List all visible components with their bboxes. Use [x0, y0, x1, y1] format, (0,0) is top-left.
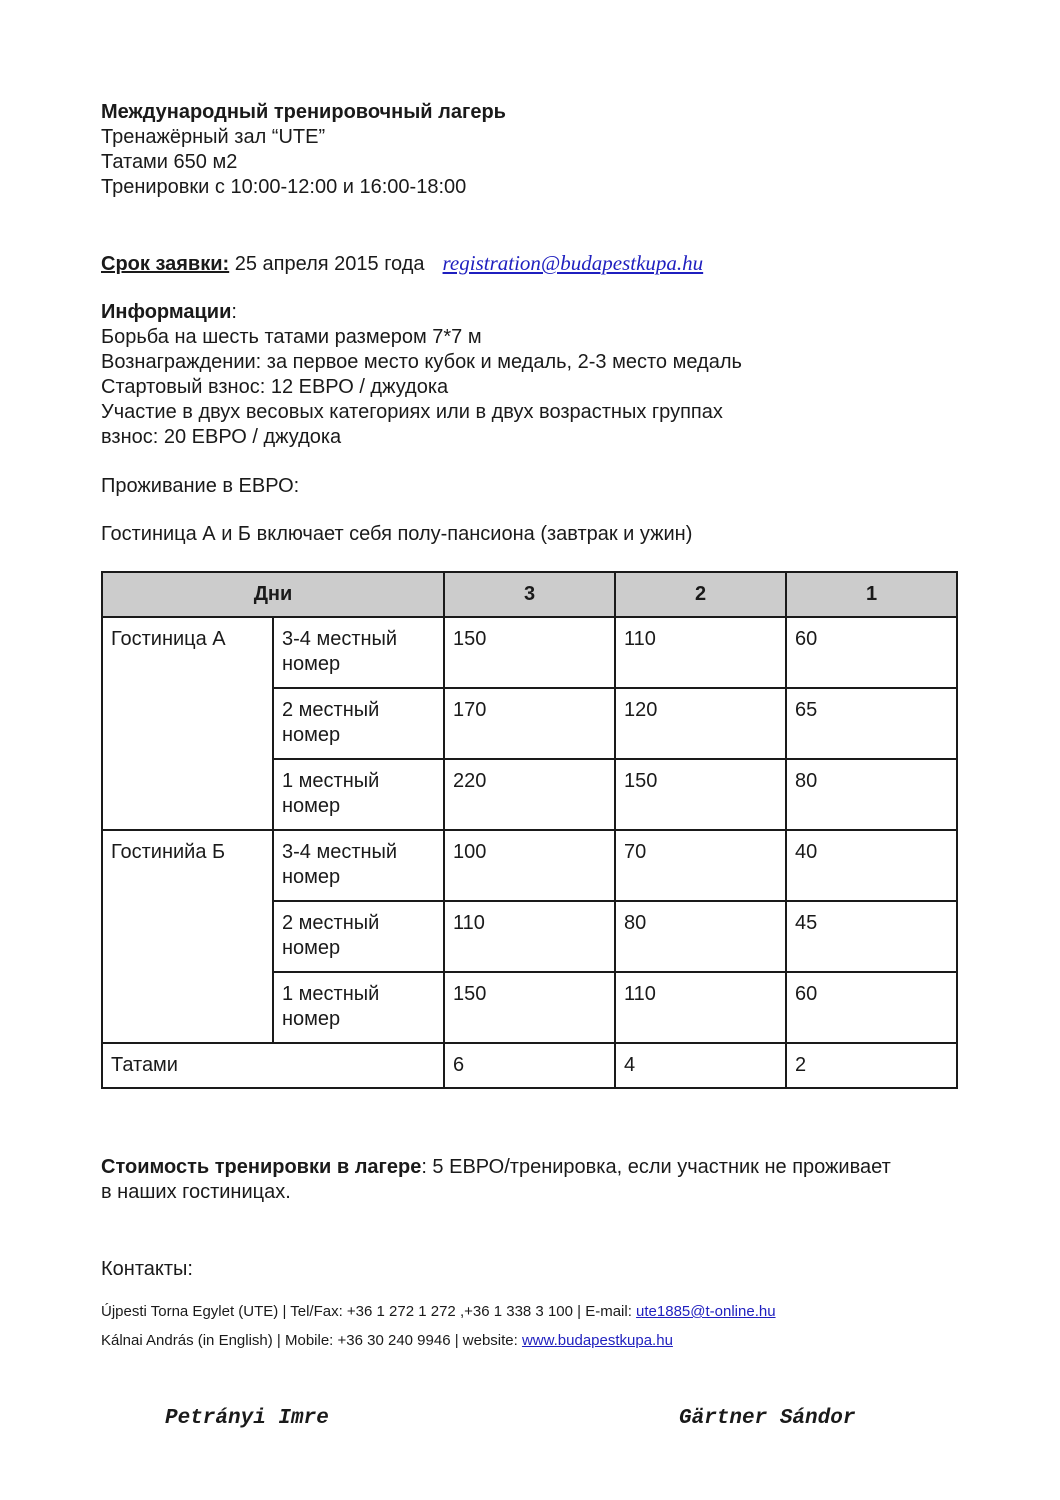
tatami-area: Татами 650 м2 — [101, 151, 238, 173]
price-cell: 150 — [444, 617, 615, 688]
training-cost-text: : 5 ЕВРО/тренировка, если участник не проживает — [421, 1156, 891, 1178]
info-block — [101, 300, 961, 450]
room-type-cell: 3-4 местный номер — [273, 617, 444, 688]
price-cell: 120 — [615, 688, 786, 759]
room-type-cell: 3-4 местный номер — [273, 830, 444, 901]
tatami-cell: 4 — [615, 1043, 786, 1088]
contact-text: Újpesti Torna Egylet (UTE) | Tel/Fax: +36 1 272 1 272 ,+36 1 338 3 100 | E-mail: — [101, 1303, 637, 1320]
price-cell: 65 — [786, 688, 957, 759]
hotel-name-cell: Гостинийа Б — [102, 830, 273, 1043]
hall-name: Тренажёрный зал “UTE” — [101, 126, 326, 148]
contact-line-english — [101, 1331, 961, 1351]
info-colon: : — [231, 301, 237, 323]
room-type-cell: 2 местный номер — [273, 688, 444, 759]
price-cell: 110 — [615, 972, 786, 1043]
price-cell: 40 — [786, 830, 957, 901]
training-cost-block — [101, 1155, 961, 1205]
table-header-row — [102, 572, 957, 617]
info-label: Информации — [101, 301, 232, 323]
price-cell: 60 — [786, 617, 957, 688]
info-line: взнос: 20 ЕВРО / джудока — [101, 426, 342, 448]
header-cell-days: Дни — [102, 572, 444, 617]
price-cell: 170 — [444, 688, 615, 759]
info-line: Участие в двух весовых категориях или в двух возрастных группах — [101, 401, 723, 423]
room-type-cell: 2 местный номер — [273, 901, 444, 972]
tatami-label-cell: Татами — [102, 1043, 444, 1088]
price-cell: 220 — [444, 759, 615, 830]
price-cell: 110 — [444, 901, 615, 972]
table-row-tatami — [102, 1043, 957, 1088]
room-type-cell: 1 местный номер — [273, 759, 444, 830]
tatami-cell: 6 — [444, 1043, 615, 1088]
registration-email-link[interactable]: registration@budapestkupa.hu — [442, 251, 704, 275]
training-cost-label: Стоимость тренировки в лагере — [101, 1156, 422, 1178]
room-type-cell: 1 местный номер — [273, 972, 444, 1043]
contact-email-link[interactable]: ute1885@t-online.hu — [636, 1303, 776, 1320]
table-row — [102, 617, 957, 688]
price-cell: 100 — [444, 830, 615, 901]
price-cell: 70 — [615, 830, 786, 901]
tatami-cell: 2 — [786, 1043, 957, 1088]
contacts-title: Контакты: — [101, 1258, 193, 1280]
signature-name: Gärtner Sándor — [679, 1407, 856, 1430]
header-cell: 2 — [615, 572, 786, 617]
deadline-date: 25 апреля 2015 года — [229, 253, 425, 275]
signature-name: Petrányi Imre — [165, 1407, 329, 1430]
training-hours: Тренировки с 10:00-12:00 и 16:00-18:00 — [101, 176, 467, 198]
table-row — [102, 830, 957, 901]
deadline-line — [101, 251, 961, 277]
price-cell: 150 — [444, 972, 615, 1043]
header-block — [101, 100, 961, 200]
info-line: Вознаграждении: за первое место кубок и медаль, 2-3 место медаль — [101, 351, 742, 373]
info-line: Стартовый взнос: 12 ЕВРО / джудока — [101, 376, 449, 398]
accommodation-title: Проживание в ЕВРО: — [101, 475, 300, 497]
price-cell: 60 — [786, 972, 957, 1043]
document-title: Международный тренировочный лагерь — [101, 101, 506, 123]
contact-text: Kálnai András (in English) | Mobile: +36 30 240 9946 | website: — [101, 1332, 522, 1349]
price-cell: 80 — [615, 901, 786, 972]
price-cell: 80 — [786, 759, 957, 830]
contact-line-ute — [101, 1302, 961, 1322]
training-cost-text-2: в наших гостиницах. — [101, 1181, 291, 1203]
hotel-name-cell: Гостиница А — [102, 617, 273, 830]
price-cell: 150 — [615, 759, 786, 830]
header-cell: 1 — [786, 572, 957, 617]
accommodation-note: Гостиница А и Б включает себя полу-пансиона (завтрак и ужин) — [101, 523, 693, 545]
price-cell: 110 — [615, 617, 786, 688]
info-line: Борьба на шесть татами размером 7*7 м — [101, 326, 482, 348]
website-link[interactable]: www.budapestkupa.hu — [521, 1332, 673, 1349]
price-table — [101, 571, 958, 1089]
deadline-label: Срок заявки: — [101, 253, 230, 275]
price-cell: 45 — [786, 901, 957, 972]
header-cell: 3 — [444, 572, 615, 617]
